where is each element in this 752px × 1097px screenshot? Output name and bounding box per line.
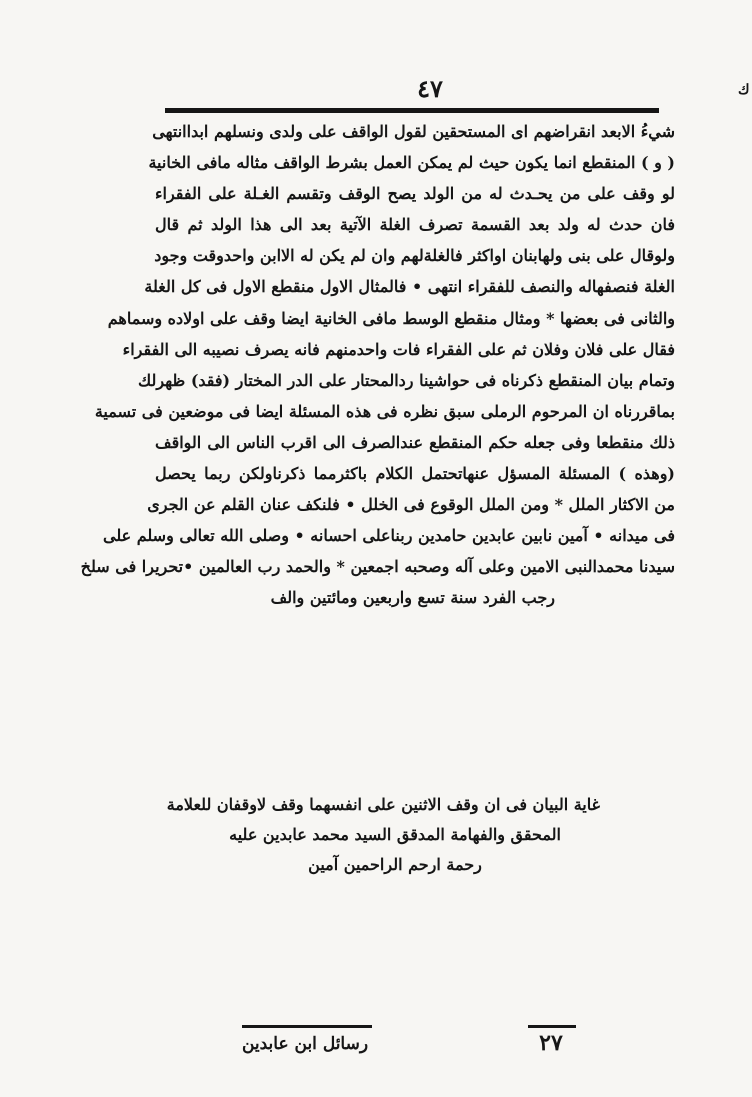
page-number: ٤٧	[417, 74, 443, 103]
colophon-line: غاية البيان فى ان وقف الاثنين على انفسهما وقف لاوقفان للعلامة	[166, 795, 600, 814]
footer-title: رسائل ابن عابدين	[241, 1034, 369, 1054]
text-line: (وهذه ) المسئلة المسؤل عنهاتحتمل الكلام باكثرمما ذكرناولكن ربما يحصل	[155, 464, 675, 484]
text-line: من الاكثار الملل * ومن الملل الوقوع فى الخلل • فلنكف عنان القلم عن الجرى	[147, 495, 675, 515]
text-line: ولوقال على بنى ولهابنان اواكثر فالغلةلهم وان لم يكن له الاابن واحدوقت وجود	[154, 246, 675, 266]
text-line: ( و ) المنقطع انما يكون حيث لم يمكن العمل بشرط الواقف مثاله مافى الخانية	[148, 153, 675, 173]
colophon	[166, 790, 600, 880]
margin-mark: ﻙ	[738, 82, 750, 98]
text-line: والثانى فى بعضها * ومثال منقطع الوسط مافى الخانية ايضا وقف على اولاده وسماهم	[107, 308, 675, 328]
colophon-line: المحقق والفهامة المدقق السيد محمد عابدين عليه	[229, 825, 561, 844]
footer-rule-left	[242, 1025, 372, 1028]
footer-rule-right	[528, 1025, 576, 1028]
footer-page-number: ٢٧	[539, 1030, 563, 1056]
body-text	[80, 116, 675, 614]
text-line: فان حدث له ولد بعد القسمة تصرف الغلة الآتية بعد الى هذا الولد ثم قال	[155, 215, 675, 235]
header-rule	[165, 108, 659, 113]
text-line: بماقررناه ان المرحوم الرملى سبق نظره فى هذه المسئلة ايضا فى موضعين فى تسمية	[94, 401, 675, 421]
text-line: ذلك منقطعا وفى جعله حكم المنقطع عندالصرف الى اقرب الناس الى الواقف	[155, 432, 675, 452]
text-line: شيءُ الابعد انقراضهم اى المستحقين لقول الواقف على ولدى ونسلهم ابداانتهى	[152, 122, 675, 141]
colophon-line: رحمة ارحم الراحمين آمين	[308, 855, 482, 874]
text-line: لو وقف على من يحـدث له من الولد يصح الوقف وتقسم الغـلة على الفقراء	[155, 184, 675, 204]
text-line: سيدنا محمدالنبى الامين وعلى آله وصحبه اجمعين * والحمد رب العالمين •تحريرا فى سلخ	[80, 557, 675, 577]
text-line: فقال على فلان وفلان ثم على الفقراء فات واحدمنهم فانه يصرف نصيبه الى الفقراء	[122, 339, 675, 359]
text-line: وتمام بيان المنقطع ذكرناه فى حواشينا ردالمحتار على الدر المختار (فقد) ظهرلك	[137, 370, 675, 390]
text-line: رجب الفرد سنة تسع واربعين ومائتين والف	[270, 588, 555, 608]
text-line: فى ميدانه • آمين نابين عابدين حامدين ربناعلى احسانه • وصلى الله تعالى وسلم على	[102, 526, 675, 546]
text-line: الغلة فنصفهاله والنصف للفقراء انتهى • فالمثال الاول منقطع الاول فى كل الغلة	[144, 277, 675, 297]
